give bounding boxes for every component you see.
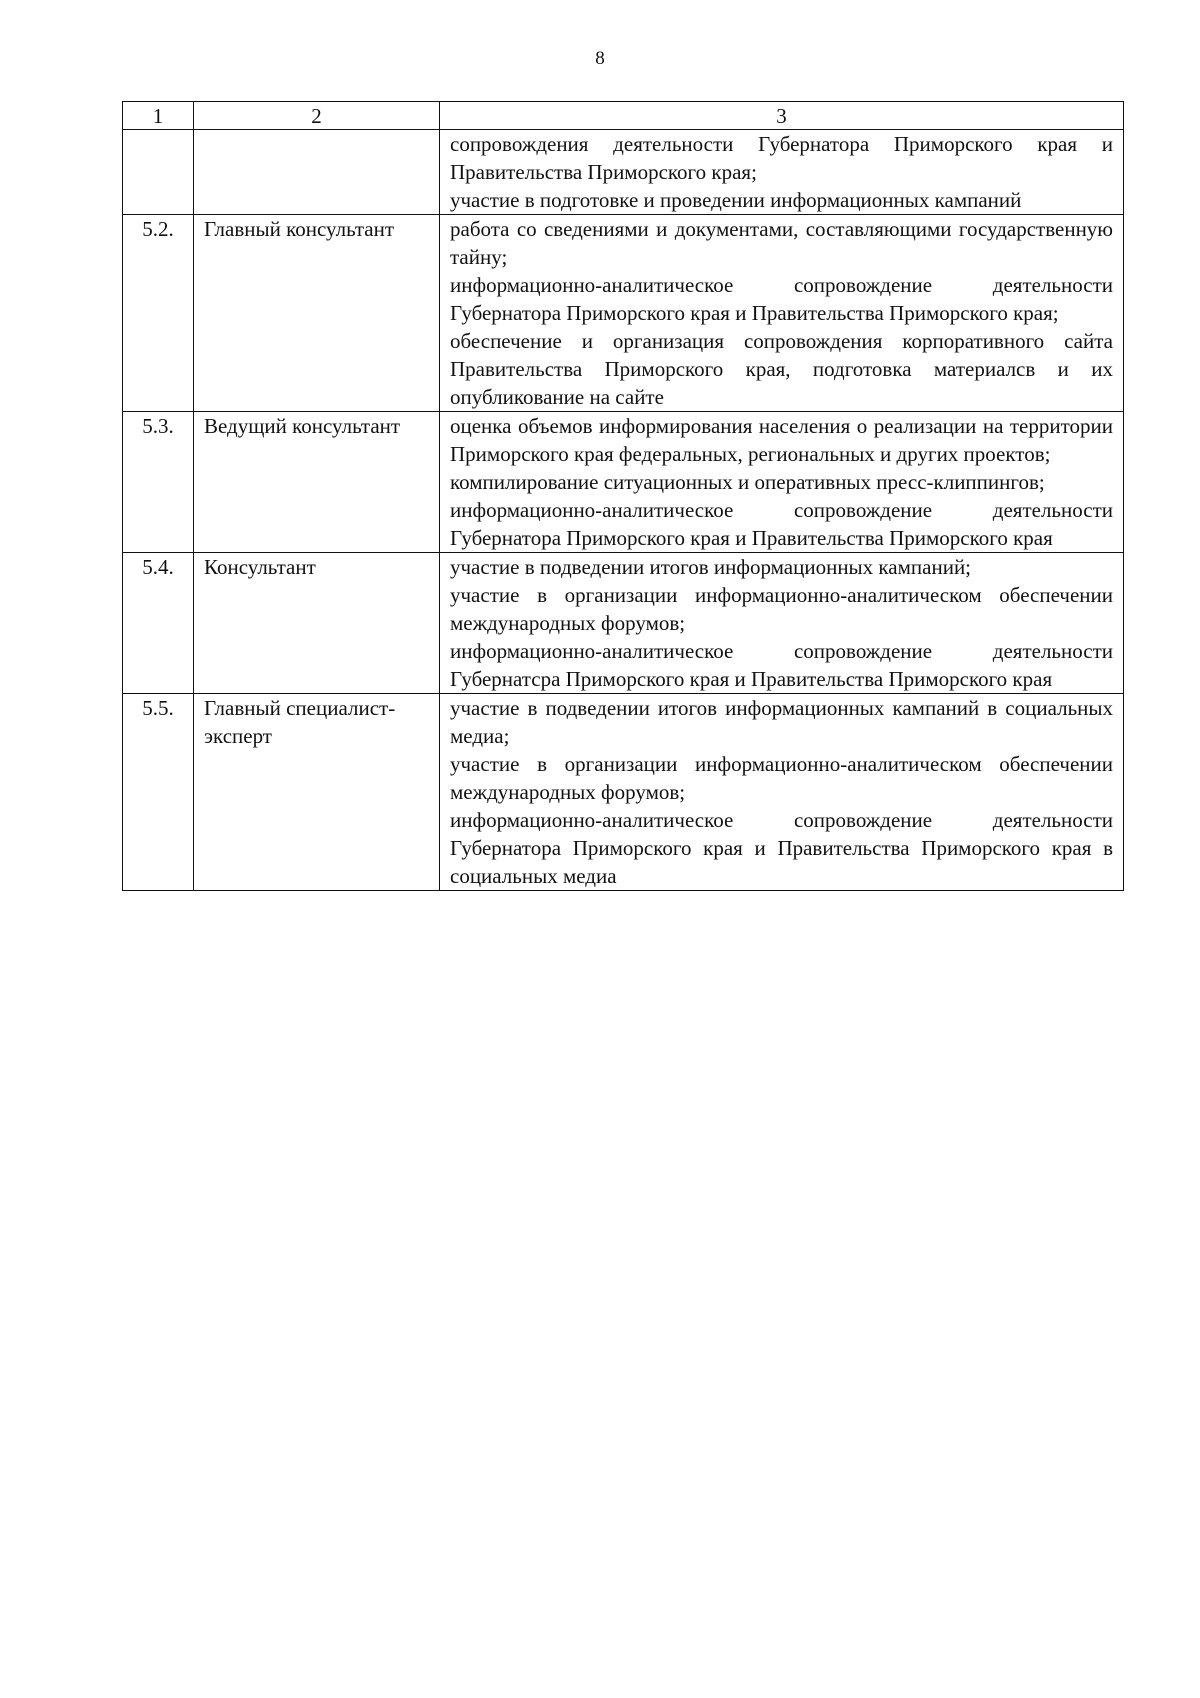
duty-item: участие в организации информационно-аналитическом обеспечении международных форумов; [450, 752, 1113, 804]
header-col-2: 2 [194, 102, 440, 130]
duty-item: информационно-аналитическое сопровождение деятельности Губернатора Приморского края и Правительства Приморского края; [450, 273, 1113, 325]
duty-item: участие в подготовке и проведении информационных кампаний [450, 188, 1022, 212]
table-body [123, 130, 1124, 891]
duties-cell [440, 130, 1124, 215]
position-title [194, 130, 440, 215]
duties-cell [440, 553, 1124, 694]
duty-item: участие в подведении итогов информационных кампаний; [450, 555, 972, 579]
position-title: Консультант [194, 553, 440, 694]
duty-item: информационно-аналитическое сопровождение деятельности Губернатора Приморского края и Правительства Приморского края [450, 498, 1113, 550]
row-number: 5.2. [123, 215, 194, 412]
table-row [123, 694, 1124, 891]
duties-cell [440, 412, 1124, 553]
table-header-row [123, 102, 1124, 130]
row-number: 5.3. [123, 412, 194, 553]
duty-item: работа со сведениями и документами, составляющими государственную тайну; [450, 217, 1113, 269]
table-row [123, 130, 1124, 215]
duties-cell [440, 694, 1124, 891]
table-row [123, 412, 1124, 553]
duty-item: участие в организации информационно-аналитическом обеспечении международных форумов; [450, 583, 1113, 635]
duty-item: участие в подведении итогов информационных кампаний в социальных медиа; [450, 696, 1113, 748]
table-row [123, 215, 1124, 412]
position-title: Главный специалист-эксперт [194, 694, 440, 891]
duty-item: компилирование ситуационных и оперативных пресс-клиппингов; [450, 470, 1045, 494]
duty-item: оценка объемов информирования населения о реализации на территории Приморского края федеральных, региональных и других проектов; [450, 414, 1113, 466]
header-col-3: 3 [440, 102, 1124, 130]
row-number [123, 130, 194, 215]
page-number: 8 [595, 48, 605, 69]
duty-item: информационно-аналитическое сопровождение деятельности Губернатора Приморского края и Правительства Приморского края в социальных медиа [450, 808, 1113, 888]
table-row [123, 553, 1124, 694]
duties-table [122, 101, 1124, 891]
duty-item: информационно-аналитическое сопровождение деятельности Губернатсра Приморского края и Правительства Приморского края [450, 639, 1113, 691]
duty-item: обеспечение и организация сопровождения корпоративного сайта Правительства Приморского края, подготовка материалсв и их опубликование на сайте [450, 329, 1113, 409]
position-title: Ведущий консультант [194, 412, 440, 553]
header-col-1: 1 [123, 102, 194, 130]
duties-cell [440, 215, 1124, 412]
row-number: 5.4. [123, 553, 194, 694]
position-title: Главный консультант [194, 215, 440, 412]
row-number: 5.5. [123, 694, 194, 891]
duty-item: сопровождения деятельности Губернатора Приморского края и Правительства Приморского края; [450, 132, 1113, 184]
